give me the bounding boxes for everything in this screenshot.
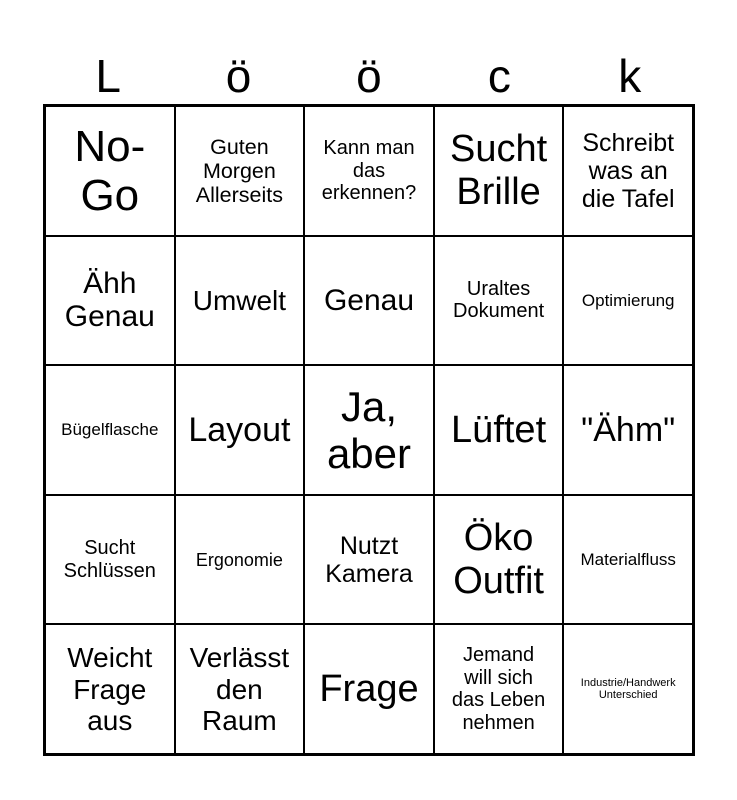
bingo-cell-r3-c4[interactable] (434, 365, 564, 495)
bingo-cell-text: Weicht Frage aus (67, 642, 153, 736)
bingo-cell-text: Nutzt Kamera (325, 531, 413, 588)
bingo-cell-r5-c3[interactable] (304, 624, 434, 754)
bingo-cell-text: Lüftet (451, 408, 547, 451)
bingo-cell-text: Ja, aber (326, 382, 412, 477)
bingo-cell-r3-c3[interactable] (304, 365, 434, 495)
bingo-cell-r5-c5[interactable] (563, 624, 693, 754)
bingo-cell-r4-c3[interactable] (304, 495, 434, 625)
bingo-cell-r3-c2[interactable] (175, 365, 305, 495)
bingo-cell-r1-c1[interactable] (45, 106, 175, 236)
bingo-cell-r5-c4[interactable] (434, 624, 564, 754)
bingo-cell-text: Industrie/Handwerk Unterschied (580, 676, 676, 702)
bingo-cell-r4-c1[interactable] (45, 495, 175, 625)
bingo-cell-r2-c5[interactable] (563, 236, 693, 366)
header-letter-5: k (618, 50, 642, 102)
bingo-cell-text: Umwelt (192, 284, 287, 316)
bingo-cell-r3-c1[interactable] (45, 365, 175, 495)
bingo-cell-r1-c3[interactable] (304, 106, 434, 236)
bingo-cell-text: Schreibt was an die Tafel (581, 128, 675, 213)
bingo-cell-r1-c4[interactable] (434, 106, 564, 236)
bingo-cell-text: Jemand will sich das Leben nehmen (451, 644, 546, 734)
bingo-cell-r4-c5[interactable] (563, 495, 693, 625)
bingo-cell-text: Bügelflasche (61, 420, 159, 440)
bingo-cell-r2-c1[interactable] (45, 236, 175, 366)
bingo-cell-r2-c3[interactable] (304, 236, 434, 366)
bingo-cell-r4-c2[interactable] (175, 495, 305, 625)
bingo-cell-text: Materialfluss (580, 550, 676, 570)
bingo-cell-text: Ähh Genau (64, 266, 155, 334)
bingo-cell-r4-c4[interactable] (434, 495, 564, 625)
bingo-cell-text: Uraltes Dokument (453, 278, 545, 323)
bingo-cell-text: Sucht Brille (450, 128, 548, 213)
bingo-header (43, 48, 695, 104)
bingo-cell-text: Guten Morgen Allerseits (195, 134, 283, 207)
bingo-cell-text: Sucht Schlüssen (63, 537, 156, 582)
bingo-cell-r5-c1[interactable] (45, 624, 175, 754)
bingo-cell-r3-c5[interactable] (563, 365, 693, 495)
bingo-cell-r1-c5[interactable] (563, 106, 693, 236)
bingo-card-grid (43, 104, 695, 756)
header-letter-2: ö (225, 50, 252, 102)
bingo-cell-r2-c2[interactable] (175, 236, 305, 366)
bingo-cell-text: Genau (323, 283, 415, 317)
bingo-cell-text: Layout (188, 410, 291, 449)
bingo-cell-text: Optimierung (581, 290, 675, 310)
bingo-cell-r5-c2[interactable] (175, 624, 305, 754)
bingo-cell-r1-c2[interactable] (175, 106, 305, 236)
header-letter-3: ö (356, 50, 382, 102)
bingo-cell-r2-c4[interactable] (434, 236, 564, 366)
bingo-cell-text: No- Go (74, 121, 146, 220)
bingo-cell-text: Öko Outfit (453, 517, 544, 602)
bingo-cell-text: Kann man das erkennen? (321, 137, 417, 204)
bingo-cell-text: Verlässt den Raum (189, 642, 290, 736)
bingo-cell-text: Frage (319, 667, 419, 710)
header-letter-1: L (95, 50, 121, 102)
header-letter-4: c (487, 50, 511, 102)
bingo-cell-text: Ergonomie (195, 549, 283, 570)
bingo-cell-text: "Ähm" (581, 410, 676, 449)
